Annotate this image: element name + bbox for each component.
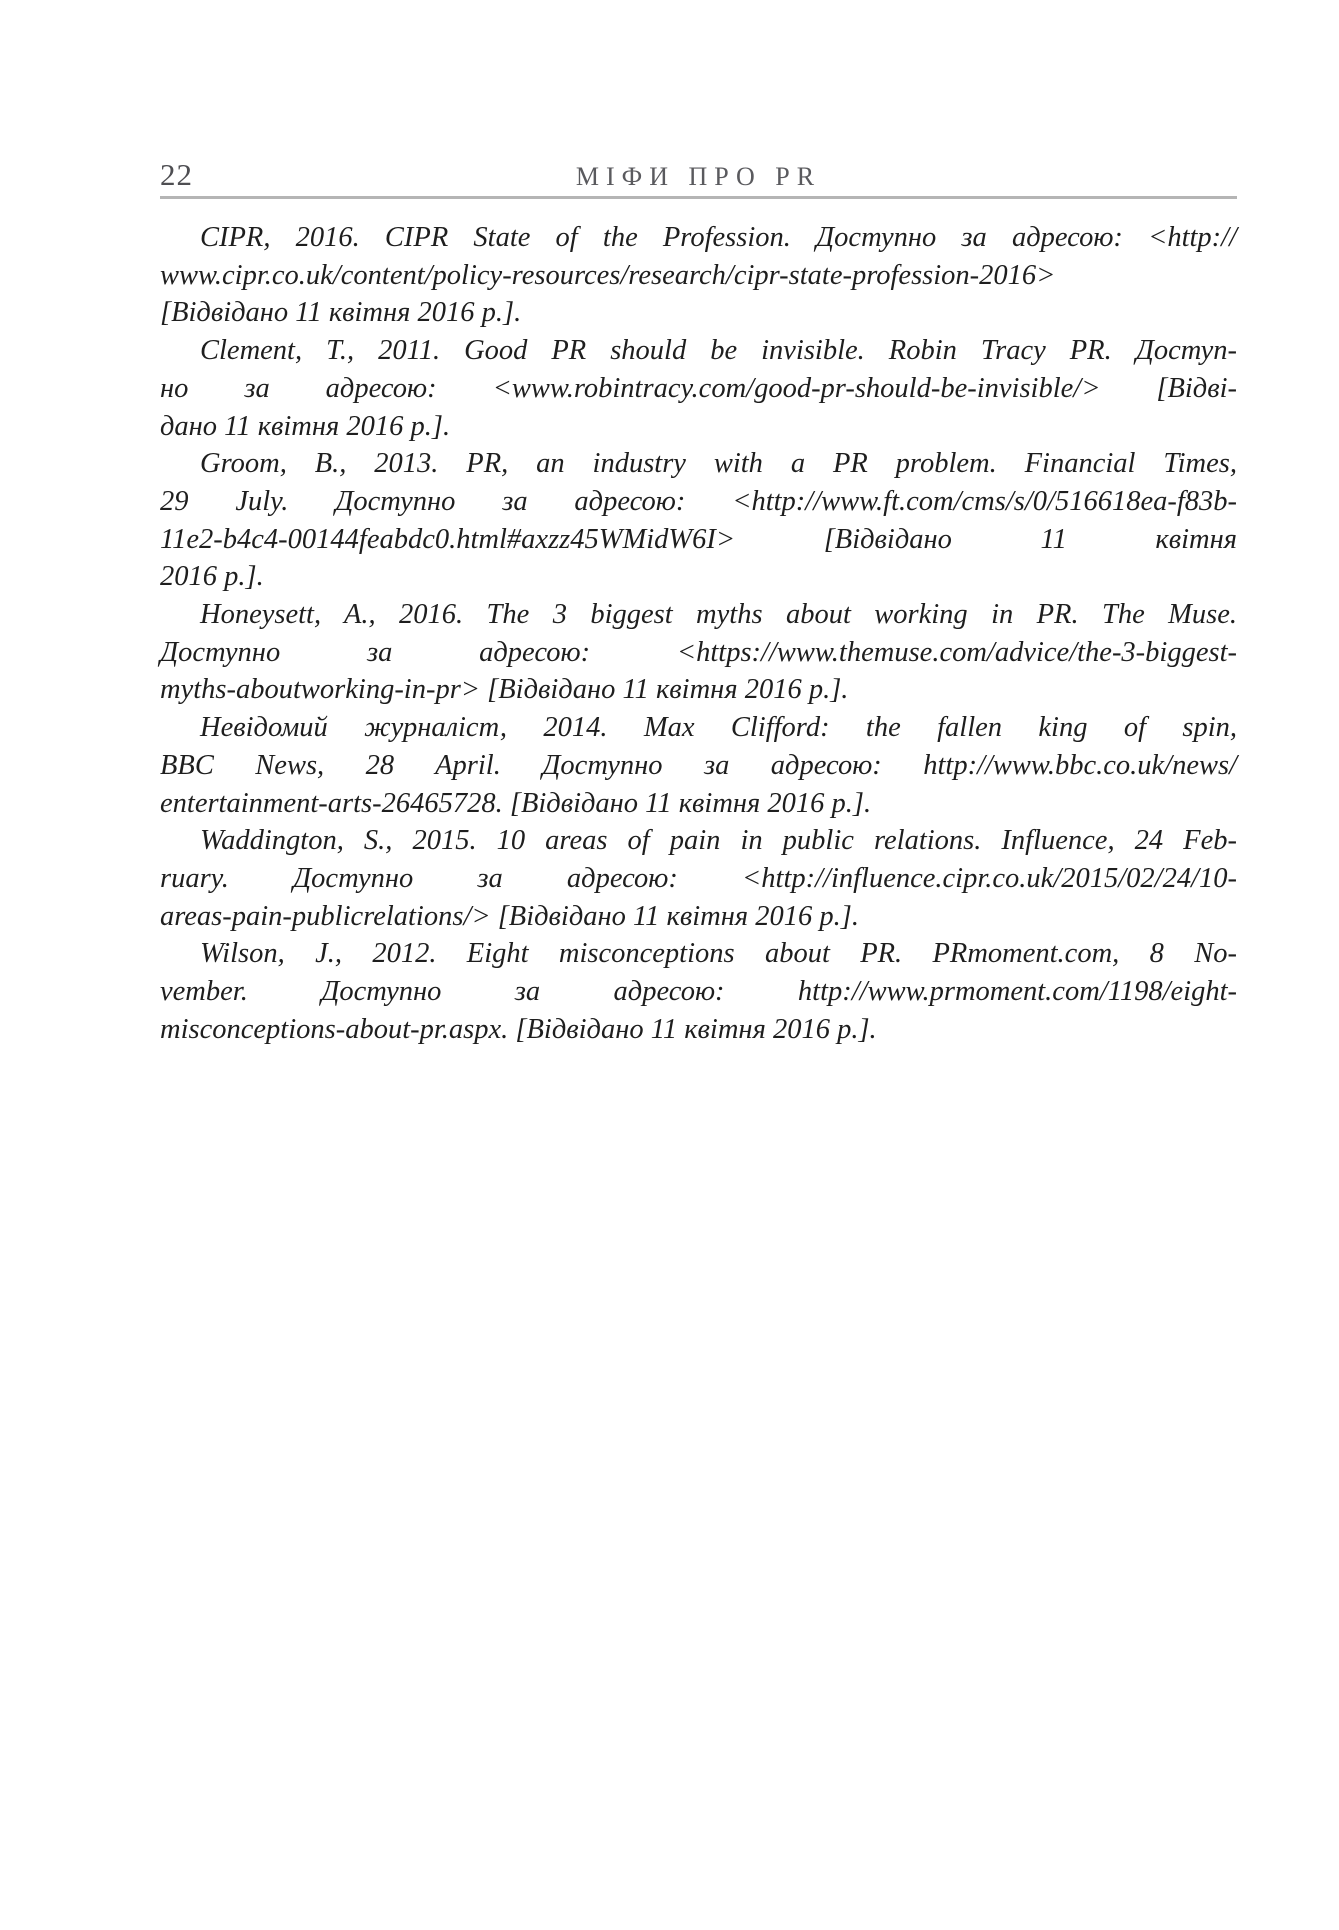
reference-line: дано 11 квітня 2016 р.]. xyxy=(160,410,451,442)
reference-entry xyxy=(160,596,1237,709)
reference-line: CIPR, 2016. CIPR State of the Profession. Доступно за адресою: <http:// xyxy=(200,222,1237,253)
reference-line: 2016 р.]. xyxy=(160,561,264,593)
reference-line: 11e2-b4c4-00144feabdc0.html#axzz45WMidW6I> [Відвідано 11 квітня xyxy=(160,523,1237,555)
reference-line: Невідомий журналіст, 2014. Max Clifford: the fallen king of spin, xyxy=(200,712,1237,744)
page-number: 22 xyxy=(160,157,193,192)
reference-line: Waddington, S., 2015. 10 areas of pain in public relations. Influence, 24 Feb- xyxy=(200,825,1237,857)
reference-entry xyxy=(160,822,1237,935)
reference-line: Доступно за адресою: <https://www.themuse.com/advice/the-3-biggest- xyxy=(160,636,1237,668)
reference-line: 29 July. Доступно за адресою: <http://www.ft.com/cms/s/0/516618ea-f83b- xyxy=(160,485,1237,517)
running-title: МІФИ ПРО PR xyxy=(575,162,822,191)
reference-line: www.cipr.co.uk/content/policy-resources/research/cipr-state-profession-2016> xyxy=(160,259,1056,291)
reference-line: [Відвідано 11 квітня 2016 р.]. xyxy=(160,297,522,329)
reference-line: areas-pain-publicrelations/> [Відвідано 11 квітня 2016 р.]. xyxy=(160,900,859,932)
reference-line: но за адресою: <www.robintracy.com/good-pr-should-be-invisible/> [Відві- xyxy=(160,372,1237,404)
reference-line: myths-aboutworking-in-pr> [Відвідано 11 квітня 2016 р.]. xyxy=(160,674,849,706)
reference-entry xyxy=(160,709,1237,822)
reference-line: entertainment-arts-26465728. [Відвідано 11 квітня 2016 р.]. xyxy=(160,787,872,819)
reference-line: BBC News, 28 April. Доступно за адресою: http://www.bbc.co.uk/news/ xyxy=(160,749,1237,781)
reference-entry xyxy=(160,935,1237,1048)
reference-entry xyxy=(160,219,1237,332)
reference-line: Groom, B., 2013. PR, an industry with a PR problem. Financial Times, xyxy=(200,448,1237,480)
reference-line: Clement, T., 2011. Good PR should be invisible. Robin Tracy PR. Доступ- xyxy=(200,335,1237,367)
reference-line: Wilson, J., 2012. Eight misconceptions about PR. PRmoment.com, 8 No- xyxy=(200,938,1237,970)
reference-line: ruary. Доступно за адресою: <http://influence.cipr.co.uk/2015/02/24/10- xyxy=(160,862,1237,894)
reference-line: vember. Доступно за адресою: http://www.prmoment.com/1198/eight- xyxy=(160,976,1237,1008)
header-divider xyxy=(160,196,1237,199)
reference-line: Honeysett, A., 2016. The 3 biggest myths about working in PR. The Muse. xyxy=(200,599,1237,631)
references-list xyxy=(160,219,1237,1048)
reference-entry xyxy=(160,332,1237,445)
reference-entry xyxy=(160,445,1237,596)
page-header xyxy=(160,158,1237,198)
reference-line: misconceptions-about-pr.aspx. [Відвідано 11 квітня 2016 р.]. xyxy=(160,1013,877,1045)
